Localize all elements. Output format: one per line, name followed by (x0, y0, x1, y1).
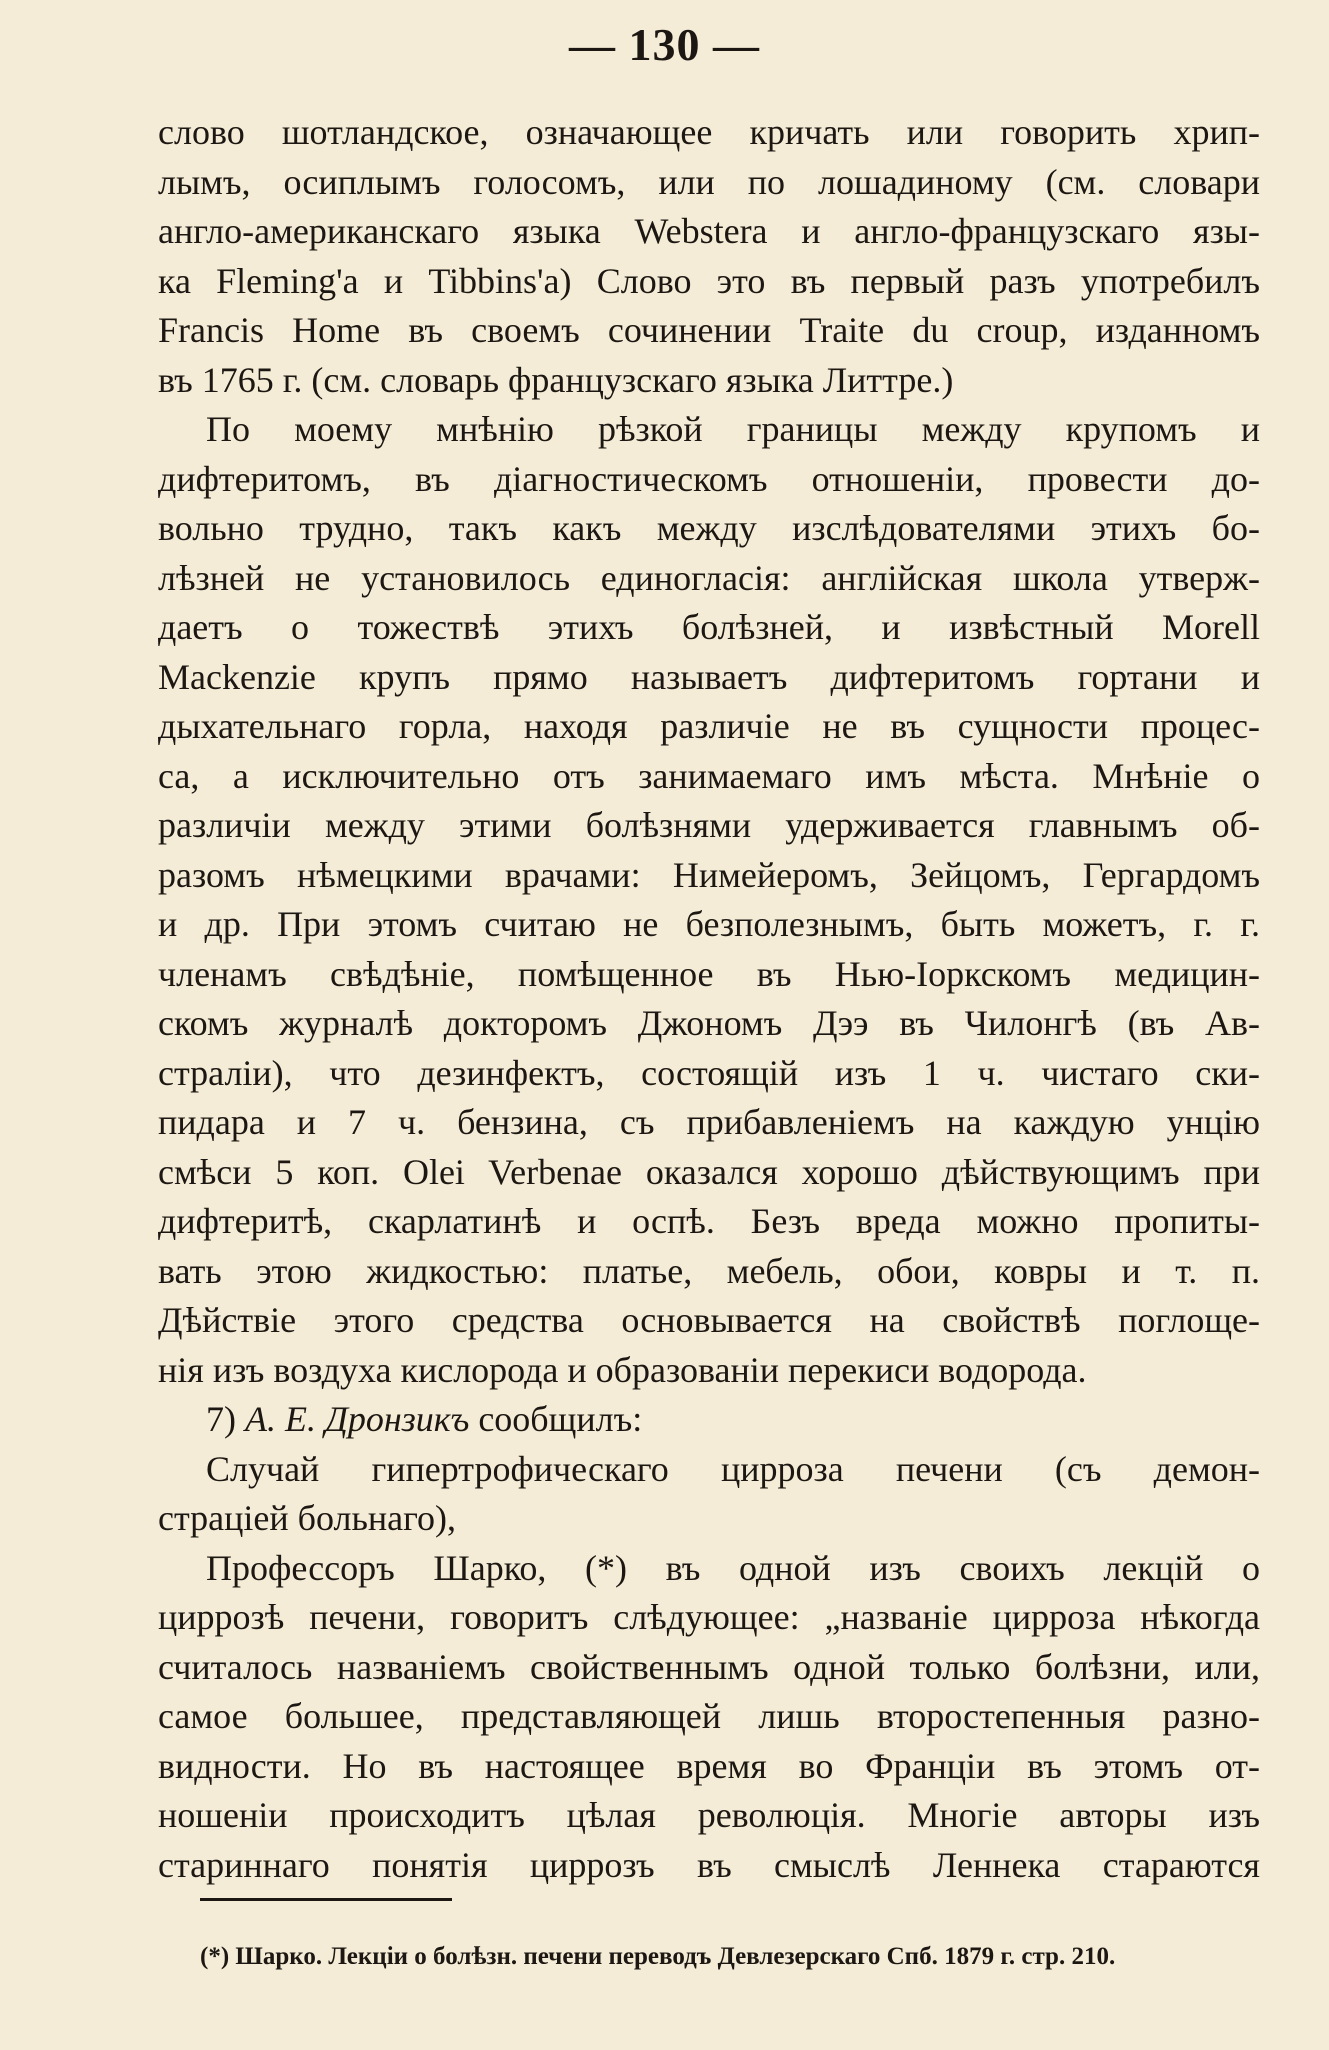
text-line: Дѣйствіе этого средства основывается на свойствѣ поглоще- (158, 1300, 1260, 1340)
text-line: страціей больнаго), (158, 1498, 456, 1538)
text-line: дыхательнаго горла, находя различіе не въ сущности процес- (158, 706, 1260, 746)
text-line: Mackenzie крупъ прямо называетъ дифтеритомъ гортани и (158, 656, 1260, 697)
text-line: видности. Но въ настоящее время во Франціи въ этомъ от- (158, 1745, 1260, 1786)
text-line: разомъ нѣмецкими врачами: Нимейеромъ, Зейцомъ, Гергардомъ (158, 854, 1260, 895)
section-item-7 (158, 1395, 1260, 1445)
text-line: лѣзней не установилось единогласія: англійская школа утверж- (158, 557, 1260, 598)
text-line: циррозѣ печени, говоритъ слѣдующее: „названіе цирроза нѣкогда (158, 1597, 1260, 1637)
text-line: Профессоръ Шарко, (*) въ одной изъ своихъ лекцій о (206, 1547, 1260, 1588)
text-line: вольно трудно, такъ какъ между изслѣдователями этихъ бо- (158, 508, 1260, 548)
text-line: нія изъ воздуха кислорода и образованіи перекиси водорода. (158, 1349, 1087, 1390)
footnote-rule (200, 1898, 452, 1901)
text-line: слово шотландское, означающее кричать или говорить хрип- (158, 112, 1260, 152)
text-line: лымъ, осиплымъ голосомъ, или по лошадиному (см. словари (158, 161, 1260, 202)
text-line: въ 1765 г. (см. словарь французскаго языка Литтре.) (158, 359, 954, 400)
text-line: членамъ свѣдѣніе, помѣщенное въ Нью-Іоркскомъ медицин- (158, 953, 1260, 994)
text-line: и др. При этомъ считаю не безполезнымъ, быть можетъ, г. г. (158, 904, 1260, 944)
text-line: считалось названіемъ свойственнымъ одной только болѣзни, или, (158, 1646, 1260, 1687)
text-line: дифтеритомъ, въ діагностическомъ отношеніи, провести до- (158, 458, 1260, 499)
text-line: самое большее, представляющей лишь второстепенныя разно- (158, 1696, 1260, 1736)
text-line: ношеніи происходитъ цѣлая революція. Многіе авторы изъ (158, 1795, 1260, 1835)
text-line: дифтеритѣ, скарлатинѣ и оспѣ. Безъ вреда можно пропиты- (158, 1201, 1260, 1241)
text-line: англо-американскаго языка Webstera и англо-французскаго язы- (158, 211, 1260, 251)
text-line: стариннаго понятія циррозъ въ смыслѣ Леннека стараются (158, 1844, 1260, 1885)
text-line: ка Fleming'a и Tibbins'a) Слово это въ первый разъ употребилъ (158, 260, 1260, 301)
body-text (158, 108, 1260, 1890)
text-line: смѣси 5 коп. Olei Verbenae оказался хорошо дѣйствующимъ при (158, 1151, 1260, 1192)
author-name: А. Е. Дронзикъ (245, 1399, 470, 1439)
footnote: (*) Шарко. Лекціи о болѣзн. печени переводъ Девлезерскаго Спб. 1879 г. стр. 210. (200, 1943, 1116, 1970)
text-line: По моему мнѣнію рѣзкой границы между крупомъ и (206, 409, 1260, 449)
text-line: различіи между этими болѣзнями удерживается главнымъ об- (158, 805, 1260, 845)
item-verb: сообщилъ: (478, 1399, 643, 1439)
text-line: страліи), что дезинфектъ, состоящій изъ 1 ч. чистаго ски- (158, 1052, 1260, 1093)
text-line: Francis Home въ своемъ сочинении Traite du croup, изданномъ (158, 310, 1260, 350)
text-line: пидара и 7 ч. бензина, съ прибавленіемъ на каждую унцію (158, 1102, 1260, 1142)
text-line: даетъ о тожествѣ этихъ болѣзней, и извѣстный Morell (158, 607, 1260, 647)
text-line: скомъ журналѣ докторомъ Джономъ Дээ въ Чилонгѣ (въ Ав- (158, 1003, 1260, 1043)
item-number: 7) (206, 1399, 236, 1439)
page-number: — 130 — (569, 19, 760, 70)
text-line: са, а исключительно отъ занимаемаго имъ мѣста. Мнѣніе о (158, 755, 1260, 796)
text-line: вать этою жидкостью: платье, мебель, обои, ковры и т. п. (158, 1250, 1260, 1291)
text-line: Случай гипертрофическаго цирроза печени (съ демон- (206, 1448, 1260, 1489)
